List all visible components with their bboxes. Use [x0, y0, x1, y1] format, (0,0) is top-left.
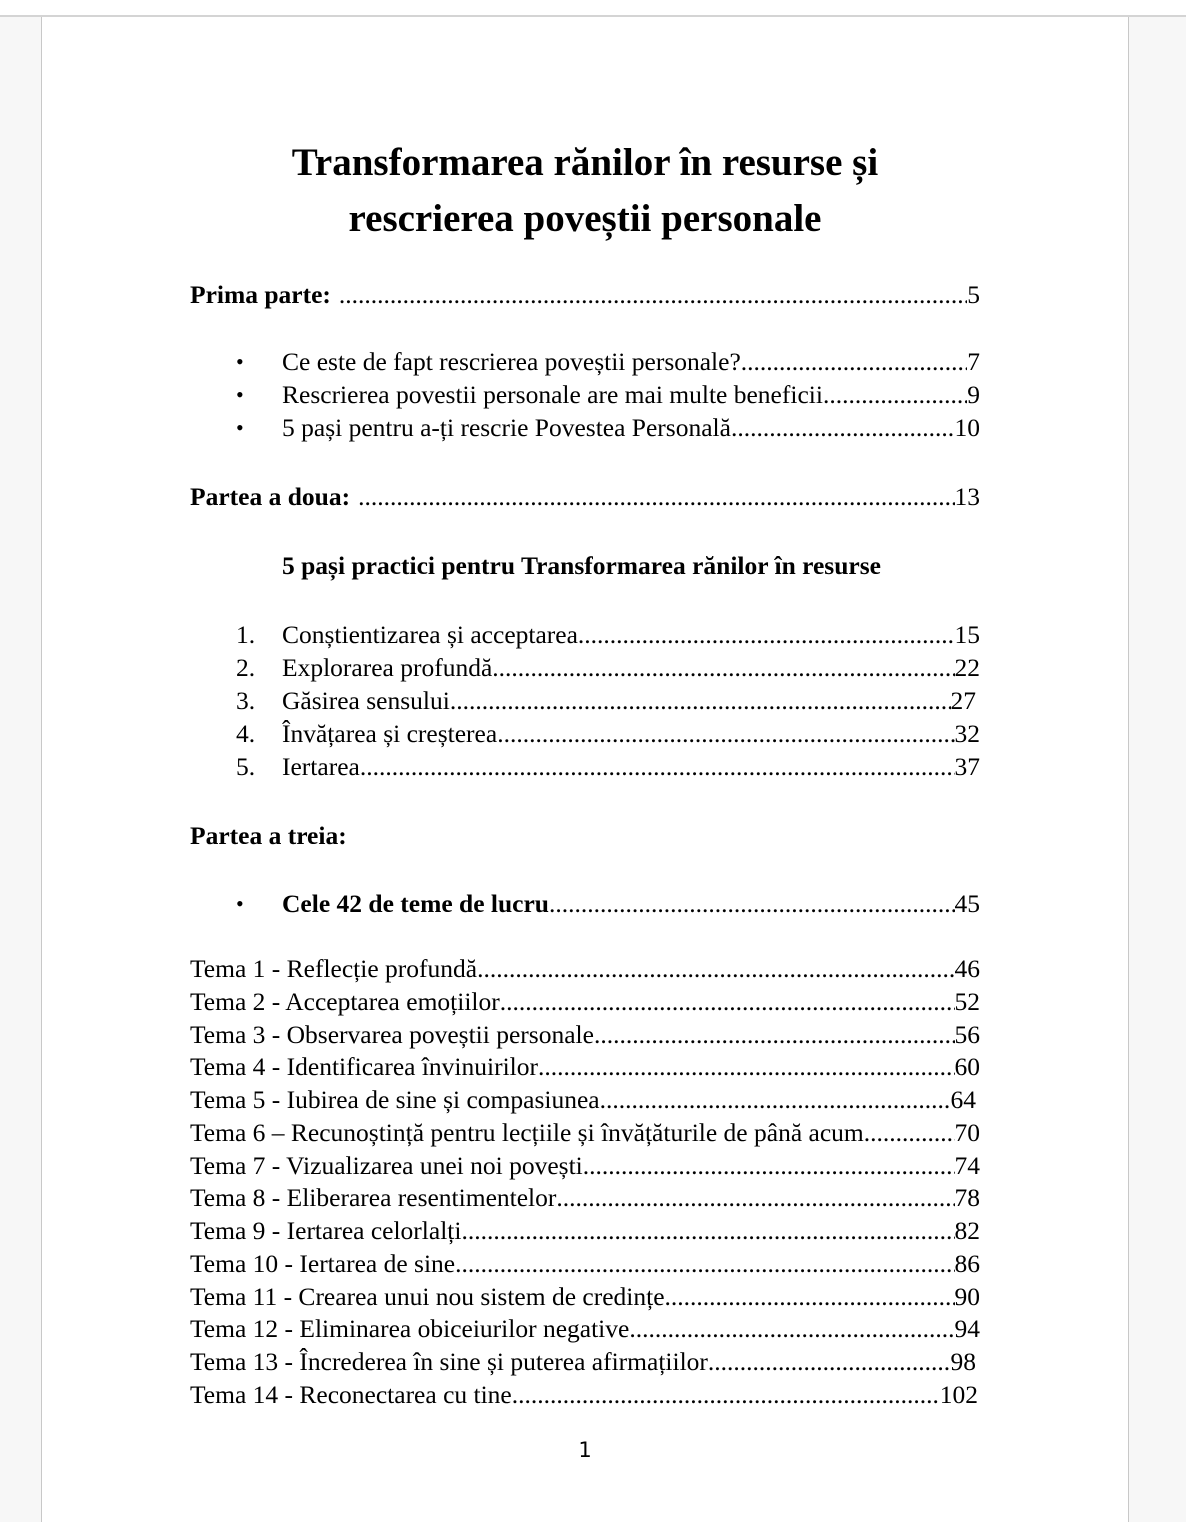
toc-label: Tema 12 - Eliminarea obiceiurilor negative — [190, 1314, 630, 1344]
toc-label: Tema 2 - Acceptarea emoțiilor — [190, 986, 500, 1016]
toc-label: Partea a doua: — [190, 482, 351, 511]
toc-leader-dots — [823, 378, 967, 411]
toc-leader-dots — [549, 887, 955, 920]
toc-theme-entry[interactable] — [190, 1018, 980, 1051]
toc-label: Rescrierea povestii personale are mai multe beneficii — [282, 380, 823, 409]
toc-label: Tema 3 - Observarea poveștii personale — [190, 1019, 594, 1049]
page-number: 1 — [578, 1438, 592, 1462]
toc-leader-dots — [708, 1345, 951, 1378]
list-number: 2. — [236, 653, 256, 682]
toc-page-number: 52 — [954, 986, 980, 1016]
toc-label: Tema 7 - Vizualizarea unei noi povești — [190, 1150, 583, 1180]
toc-page-number: 98 — [950, 1347, 976, 1376]
toc-page-number: 32 — [954, 719, 980, 748]
toc-leader-dots — [450, 684, 951, 717]
toc-label: Explorarea profundă — [282, 653, 493, 682]
toc-label: Tema 5 - Iubirea de sine și compasiunea — [190, 1085, 600, 1114]
bullet-icon: • — [236, 415, 244, 440]
toc-entry[interactable] — [282, 684, 976, 717]
toc-label: Iertarea — [282, 752, 360, 781]
title-line-2: rescrierea poveștii personale — [348, 197, 822, 240]
toc-leader-dots — [358, 480, 954, 513]
left-gutter — [0, 17, 42, 1522]
toc-theme-entry[interactable] — [190, 1181, 980, 1214]
toc-label: Tema 6 – Recunoștință pentru lecțiile și învățăturile de până acum — [190, 1117, 864, 1147]
list-number: 5. — [236, 752, 256, 781]
toc-theme-entry[interactable] — [190, 1214, 980, 1247]
toc-leader-dots — [492, 651, 954, 684]
toc-page-number: 86 — [954, 1248, 980, 1278]
toc-page-number: 102 — [939, 1379, 978, 1409]
list-number: 3. — [236, 686, 256, 715]
list-number: 4. — [236, 719, 256, 748]
toc-page-number: 22 — [954, 653, 980, 682]
list-number: 1. — [236, 620, 256, 649]
toc-page-number: 94 — [954, 1314, 980, 1344]
toc-leader-dots — [741, 345, 967, 378]
bullet-icon: • — [236, 349, 244, 374]
toc-page-number: 5 — [967, 280, 980, 309]
toc-page-number: 64 — [950, 1085, 976, 1114]
toc-entry[interactable] — [282, 618, 980, 651]
toc-label: Tema 14 - Reconectarea cu tine — [190, 1379, 512, 1409]
toc-entry-part2[interactable] — [190, 480, 980, 513]
toc-label: Conștientizarea și acceptarea — [282, 620, 578, 649]
toc-page-number: 37 — [954, 752, 980, 781]
toc-page-number: 10 — [954, 413, 980, 442]
toc-theme-entry[interactable] — [190, 1116, 980, 1149]
toc-page-number: 45 — [954, 889, 980, 918]
toc-leader-dots — [477, 952, 954, 985]
toc-leader-dots — [360, 750, 955, 783]
toc-page-number: 15 — [954, 620, 980, 649]
right-gutter — [1128, 17, 1186, 1522]
toc-entry[interactable] — [282, 411, 980, 444]
bullet-icon: • — [236, 382, 244, 407]
title-line-1: Transformarea rănilor în resurse și — [291, 141, 879, 184]
toc-theme-entry[interactable] — [190, 1083, 976, 1116]
toc-theme-entry[interactable] — [190, 985, 980, 1018]
toc-entry[interactable] — [282, 717, 980, 750]
toc-label: Cele 42 de teme de lucru — [282, 889, 549, 918]
toc-page-number: 70 — [954, 1117, 980, 1147]
toc-leader-dots — [339, 278, 967, 311]
toc-leader-dots — [629, 1312, 954, 1345]
toc-theme-entry[interactable] — [190, 1247, 980, 1280]
toc-leader-dots — [665, 1280, 955, 1313]
toc-label: Învățarea și creșterea — [282, 719, 498, 748]
toc-leader-dots — [461, 1214, 954, 1247]
toc-entry[interactable] — [282, 345, 980, 378]
toc-page-number: 78 — [954, 1183, 980, 1213]
toc-leader-dots — [538, 1050, 955, 1083]
toc-entry-part1[interactable] — [190, 278, 980, 311]
bullet-icon: • — [236, 891, 244, 916]
toc-label: Tema 9 - Iertarea celorlalți — [190, 1216, 462, 1245]
document-title — [42, 135, 1128, 247]
toc-entry-part3[interactable]: Partea a treia: — [190, 821, 347, 850]
toc-leader-dots — [864, 1116, 955, 1149]
toc-theme-entry[interactable] — [190, 1378, 978, 1411]
toc-theme-entry[interactable] — [190, 1280, 980, 1313]
toc-entry[interactable] — [282, 378, 980, 411]
toc-page-number: 27 — [950, 686, 976, 715]
toc-leader-dots — [731, 411, 955, 444]
toc-leader-dots — [497, 717, 954, 750]
toc-label: Tema 8 - Eliberarea resentimentelor — [190, 1183, 557, 1213]
toc-label: Tema 10 - Iertarea de sine — [190, 1248, 456, 1278]
toc-leader-dots — [600, 1083, 951, 1116]
toc-label: Ce este de fapt rescrierea poveștii personale? — [282, 347, 741, 376]
toc-leader-dots — [594, 1018, 955, 1051]
toc-theme-entry[interactable] — [190, 1312, 980, 1345]
toc-leader-dots — [583, 1149, 955, 1182]
toc-page-number: 56 — [954, 1019, 980, 1049]
toc-page-number: 7 — [967, 347, 980, 376]
toc-entry[interactable] — [282, 887, 980, 920]
toc-label: Tema 4 - Identificarea învinuirilor — [190, 1052, 538, 1082]
toc-page-number: 82 — [954, 1216, 980, 1245]
toc-label: Prima parte: — [190, 280, 331, 309]
toc-label: 5 pași pentru a-ți rescrie Povestea Personală — [282, 413, 731, 442]
top-toolbar-strip — [0, 0, 1186, 17]
toc-label: Tema 1 - Reflecție profundă — [190, 954, 478, 983]
toc-label: Tema 11 - Crearea unui nou sistem de credințe — [190, 1281, 665, 1311]
toc-page-number: 9 — [967, 380, 980, 409]
toc-entry[interactable] — [282, 750, 980, 783]
part2-subheading: 5 pași practici pentru Transformarea rănilor în resurse — [282, 551, 881, 580]
toc-page-number: 13 — [954, 482, 980, 511]
toc-page-number: 90 — [954, 1281, 980, 1311]
toc-page-number: 46 — [954, 954, 980, 983]
toc-leader-dots — [512, 1378, 940, 1411]
toc-label: Tema 13 - Încrederea în sine și puterea afirmațiilor — [190, 1347, 708, 1376]
toc-entry[interactable] — [282, 651, 980, 684]
toc-leader-dots — [455, 1247, 954, 1280]
toc-page-number: 60 — [954, 1052, 980, 1082]
toc-leader-dots — [578, 618, 955, 651]
toc-theme-entry[interactable] — [190, 1149, 980, 1182]
toc-label: Găsirea sensului — [282, 686, 450, 715]
toc-leader-dots — [500, 985, 955, 1018]
toc-leader-dots — [556, 1181, 954, 1214]
toc-theme-entry[interactable] — [190, 1345, 976, 1378]
toc-theme-entry[interactable] — [190, 1050, 980, 1083]
document-page — [42, 17, 1128, 1522]
toc-page-number: 74 — [954, 1150, 980, 1180]
toc-theme-entry[interactable] — [190, 952, 980, 985]
